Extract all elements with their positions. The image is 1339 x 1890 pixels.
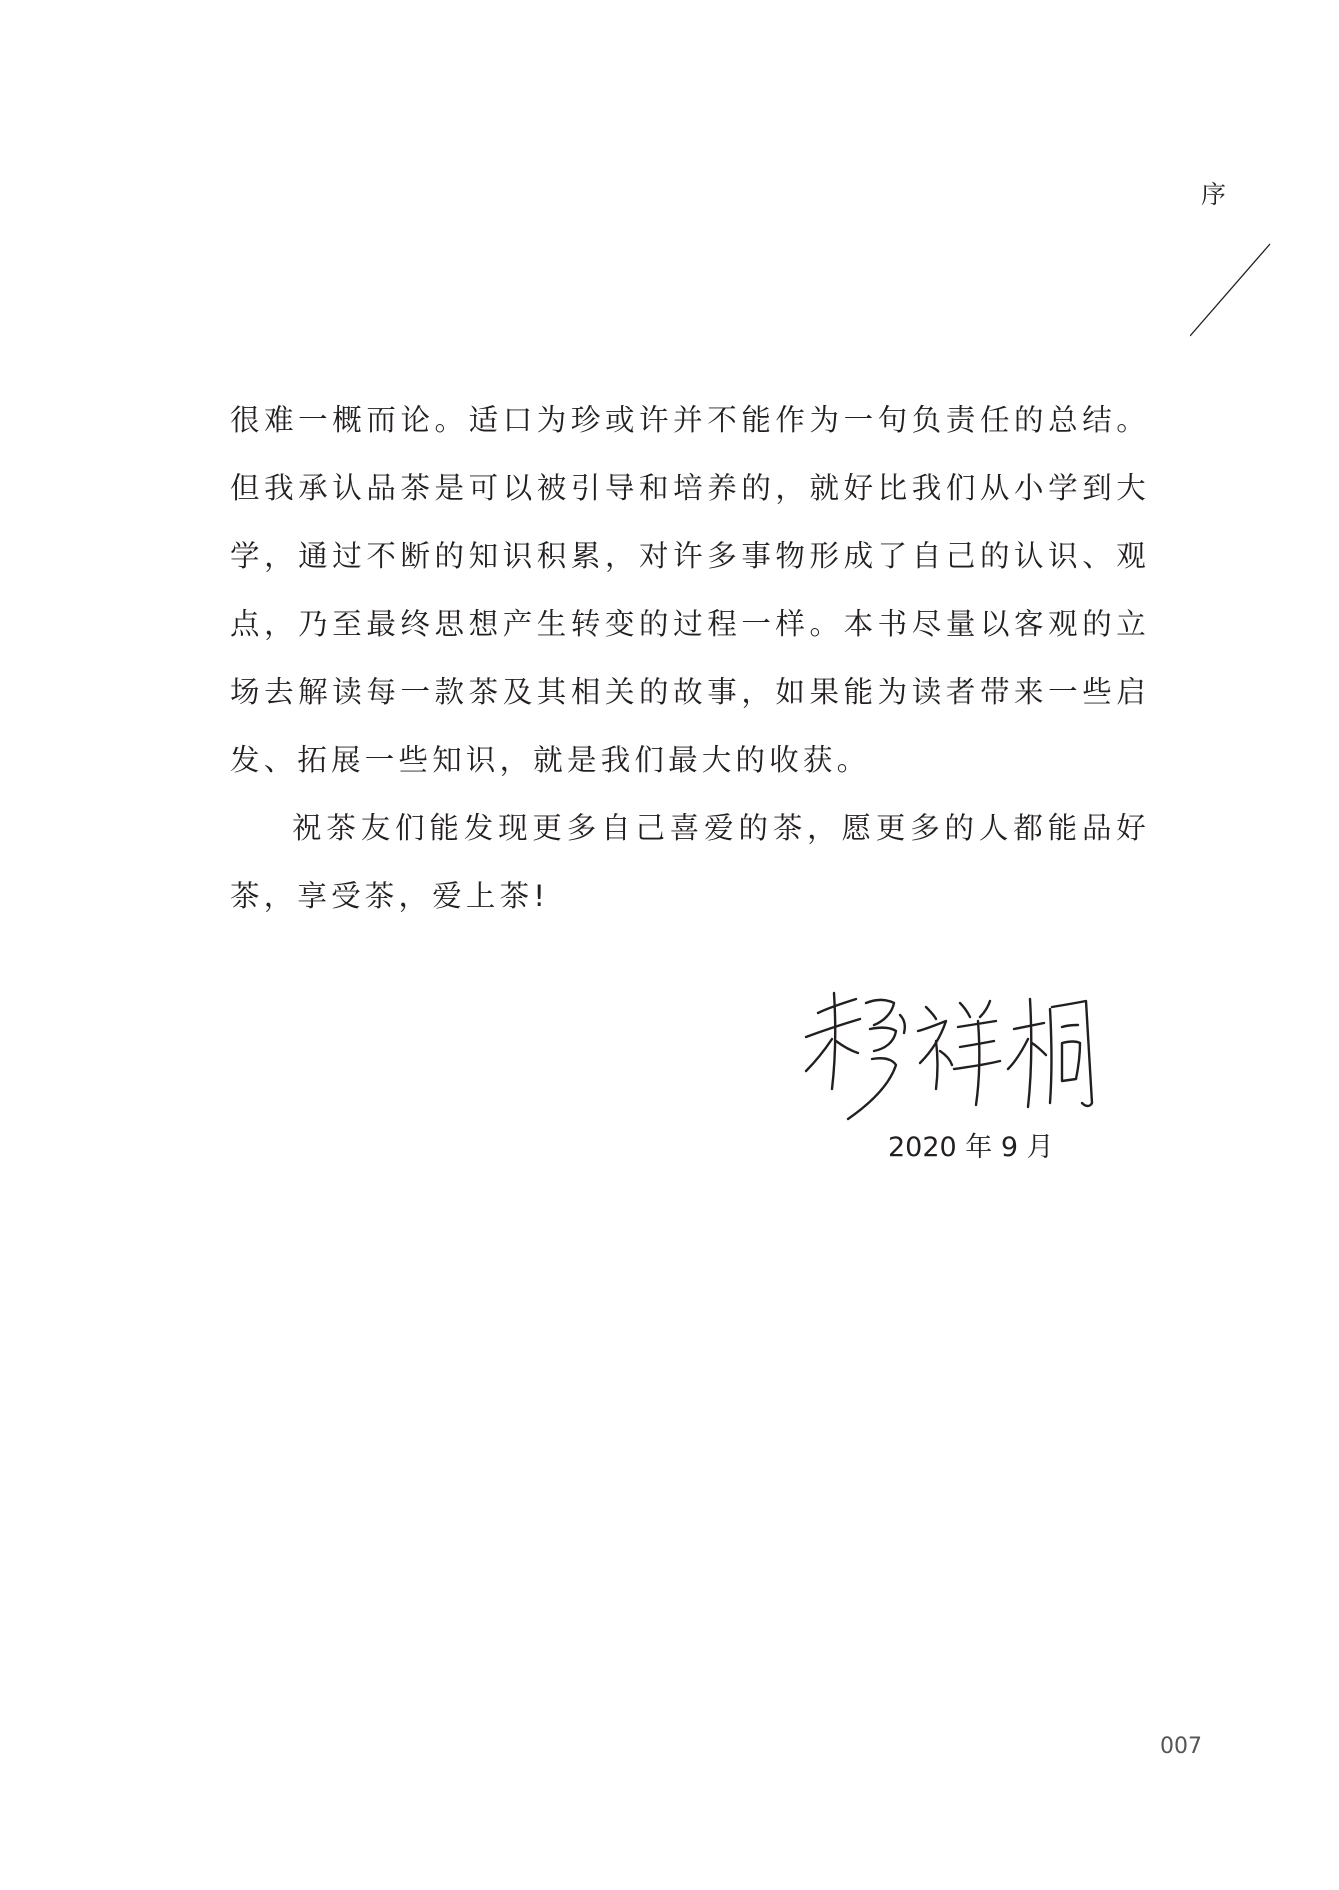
decorative-diagonal-line bbox=[1190, 240, 1290, 340]
page-number: 007 bbox=[1160, 1734, 1202, 1759]
signature-date: 2020 年 9 月 bbox=[888, 1132, 1054, 1163]
paragraph: 祝茶友们能发现更多自己喜爱的茶，愿更多的人都能品好茶，享受茶，爱上茶! bbox=[230, 811, 1150, 913]
handwritten-signature bbox=[800, 985, 1100, 1125]
body-text bbox=[230, 386, 1150, 930]
paragraph: 很难一概而论。适口为珍或许并不能作为一句负责任的总结。但我承认品茶是可以被引导和培养的，就好比我们从小学到大学，通过不断的知识积累，对许多事物形成了自己的认识、观点，乃至最终思想产生转变的过程一样。本书尽量以客观的立场去解读每一款茶及其相关的故事，如果能为读者带来一些启发、拓展一些知识，就是我们最大的收获。 bbox=[230, 403, 1150, 777]
section-title: 序 bbox=[1201, 180, 1227, 209]
